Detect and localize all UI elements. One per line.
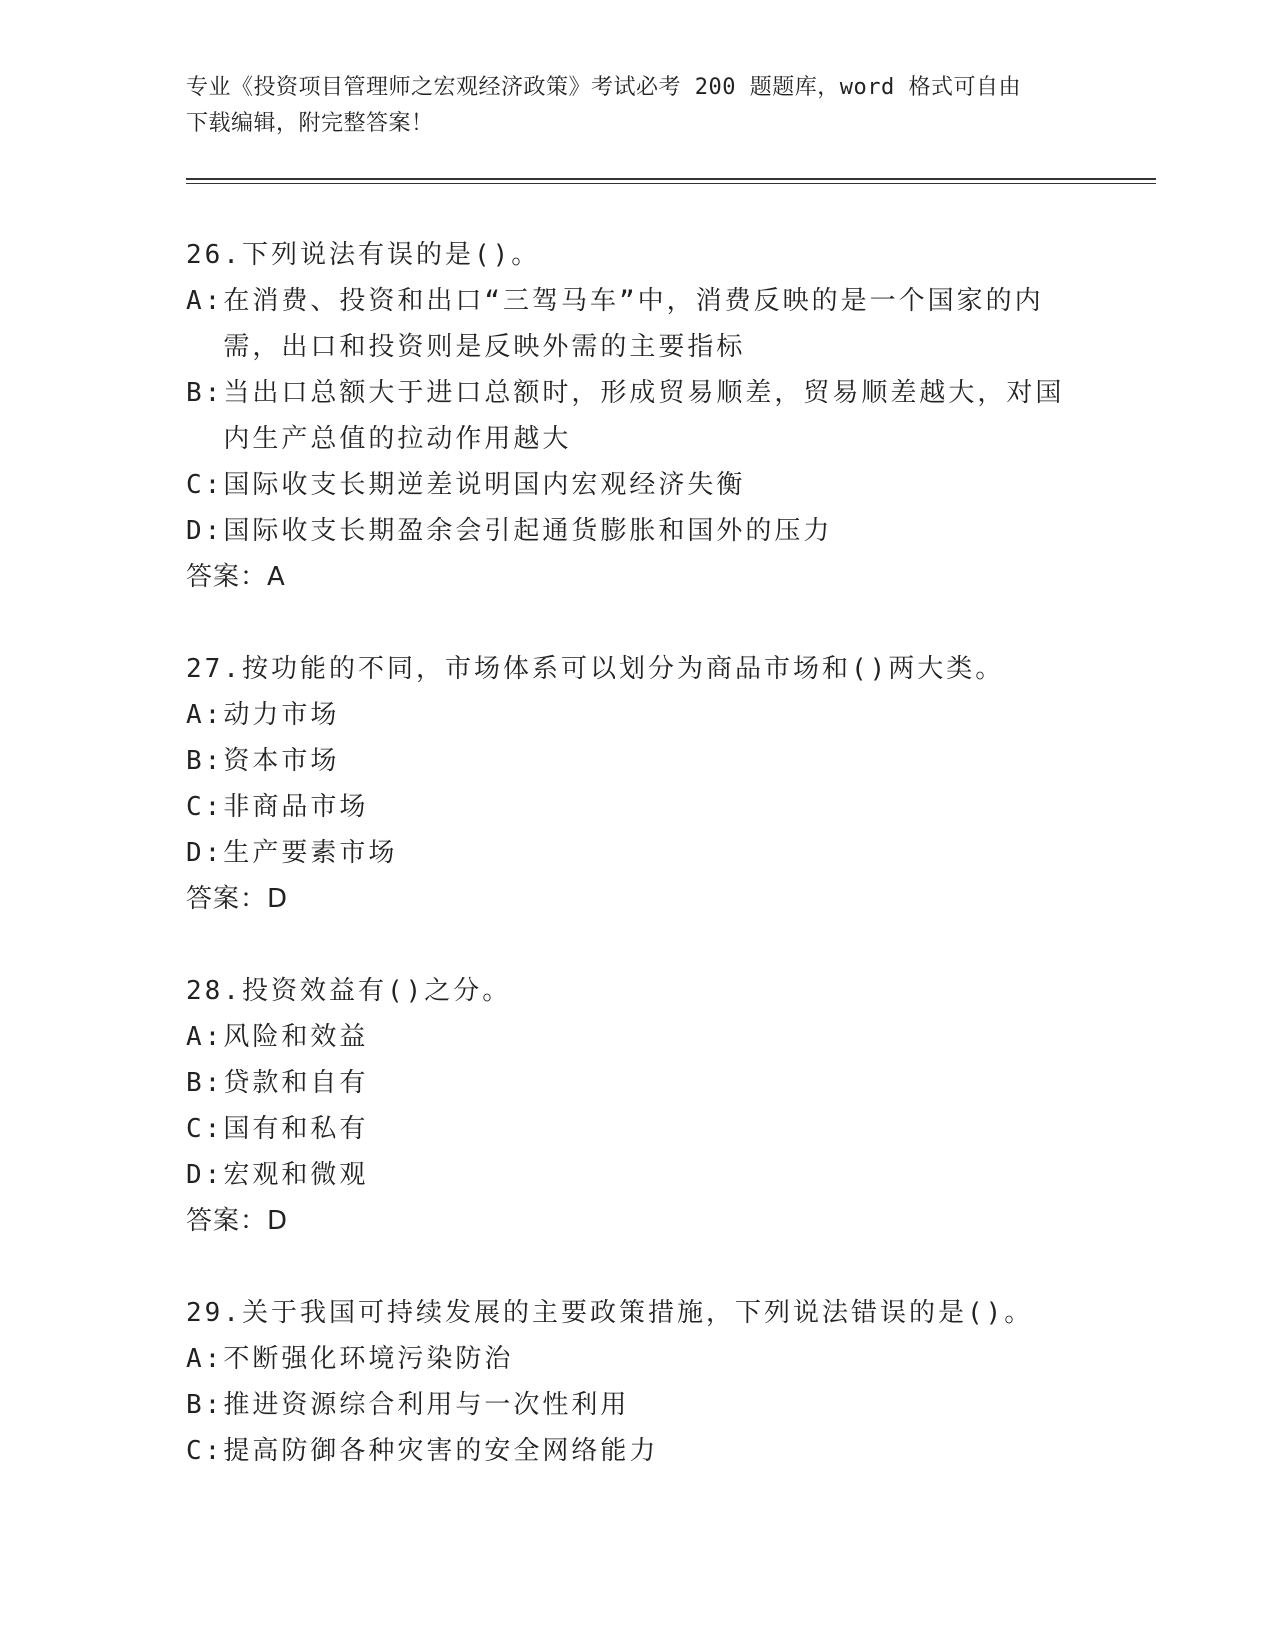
document-header	[186, 70, 1086, 142]
option-text: 宏观和微观	[223, 1160, 369, 1190]
option-text: 非商品市场	[223, 792, 369, 822]
option-key: C:	[186, 470, 224, 500]
option-text: 生产要素市场	[223, 838, 398, 868]
question-28	[186, 968, 1086, 1244]
option-text: 国有和私有	[223, 1114, 369, 1144]
option-c	[186, 1428, 1086, 1474]
option-key: A:	[186, 700, 224, 730]
option-key: A:	[186, 286, 224, 316]
option-key: D:	[186, 1160, 224, 1190]
option-key: B:	[186, 378, 224, 408]
question-stem: 26.下列说法有误的是()。	[186, 240, 541, 270]
option-text: 风险和效益	[223, 1022, 369, 1052]
question-29	[186, 1290, 1086, 1474]
option-key: C:	[186, 1114, 224, 1144]
option-text: 贷款和自有	[223, 1068, 369, 1098]
question-stem: 28.投资效益有()之分。	[186, 976, 512, 1006]
option-text: 推进资源综合利用与一次性利用	[223, 1390, 630, 1420]
answer: 答案：A	[186, 562, 286, 592]
answer: 答案：D	[186, 1206, 289, 1236]
option-key: A:	[186, 1344, 224, 1374]
option-text: 国际收支长期逆差说明国内宏观经济失衡	[223, 470, 746, 500]
question-stem: 27.按功能的不同，市场体系可以划分为商品市场和()两大类。	[186, 654, 1005, 684]
header-divider-thin	[186, 183, 1156, 184]
option-d	[186, 508, 1086, 554]
question-26	[186, 232, 1086, 600]
option-c	[186, 462, 1086, 508]
option-d	[186, 830, 1086, 876]
option-a	[186, 692, 1086, 738]
option-a	[186, 1014, 1086, 1060]
option-d	[186, 1152, 1086, 1198]
option-text: 提高防御各种灾害的安全网络能力	[223, 1436, 659, 1466]
option-text: 动力市场	[223, 700, 340, 730]
option-key: A:	[186, 1022, 224, 1052]
option-text: 当出口总额大于进口总额时，形成贸易顺差，贸易顺差越大，对国内生产总值的拉动作用越大	[223, 378, 1065, 454]
header-line-2: 下载编辑，附完整答案！	[186, 111, 434, 136]
question-27	[186, 646, 1086, 922]
header-divider-thick	[186, 178, 1156, 180]
option-key: B:	[186, 1068, 224, 1098]
option-key: C:	[186, 792, 224, 822]
option-b	[186, 1060, 1086, 1106]
option-a	[186, 1336, 1086, 1382]
option-b	[186, 370, 1086, 462]
option-text: 国际收支长期盈余会引起通货膨胀和国外的压力	[223, 516, 833, 546]
option-key: B:	[186, 746, 224, 776]
option-key: B:	[186, 1390, 224, 1420]
answer: 答案：D	[186, 884, 289, 914]
question-list	[186, 232, 1086, 1520]
option-text: 资本市场	[223, 746, 340, 776]
option-a	[186, 278, 1086, 370]
header-line-1: 专业《投资项目管理师之宏观经济政策》考试必考 200 题题库，word 格式可自由	[186, 75, 1021, 100]
option-b	[186, 1382, 1086, 1428]
option-text: 不断强化环境污染防治	[223, 1344, 514, 1374]
option-key: D:	[186, 516, 224, 546]
option-text: 在消费、投资和出口“三驾马车”中，消费反映的是一个国家的内需，出口和投资则是反映外需的主要指标	[223, 286, 1044, 362]
option-c	[186, 784, 1086, 830]
option-b	[186, 738, 1086, 784]
option-c	[186, 1106, 1086, 1152]
question-stem: 29.关于我国可持续发展的主要政策措施，下列说法错误的是()。	[186, 1298, 1034, 1328]
option-key: D:	[186, 838, 224, 868]
option-key: C:	[186, 1436, 224, 1466]
